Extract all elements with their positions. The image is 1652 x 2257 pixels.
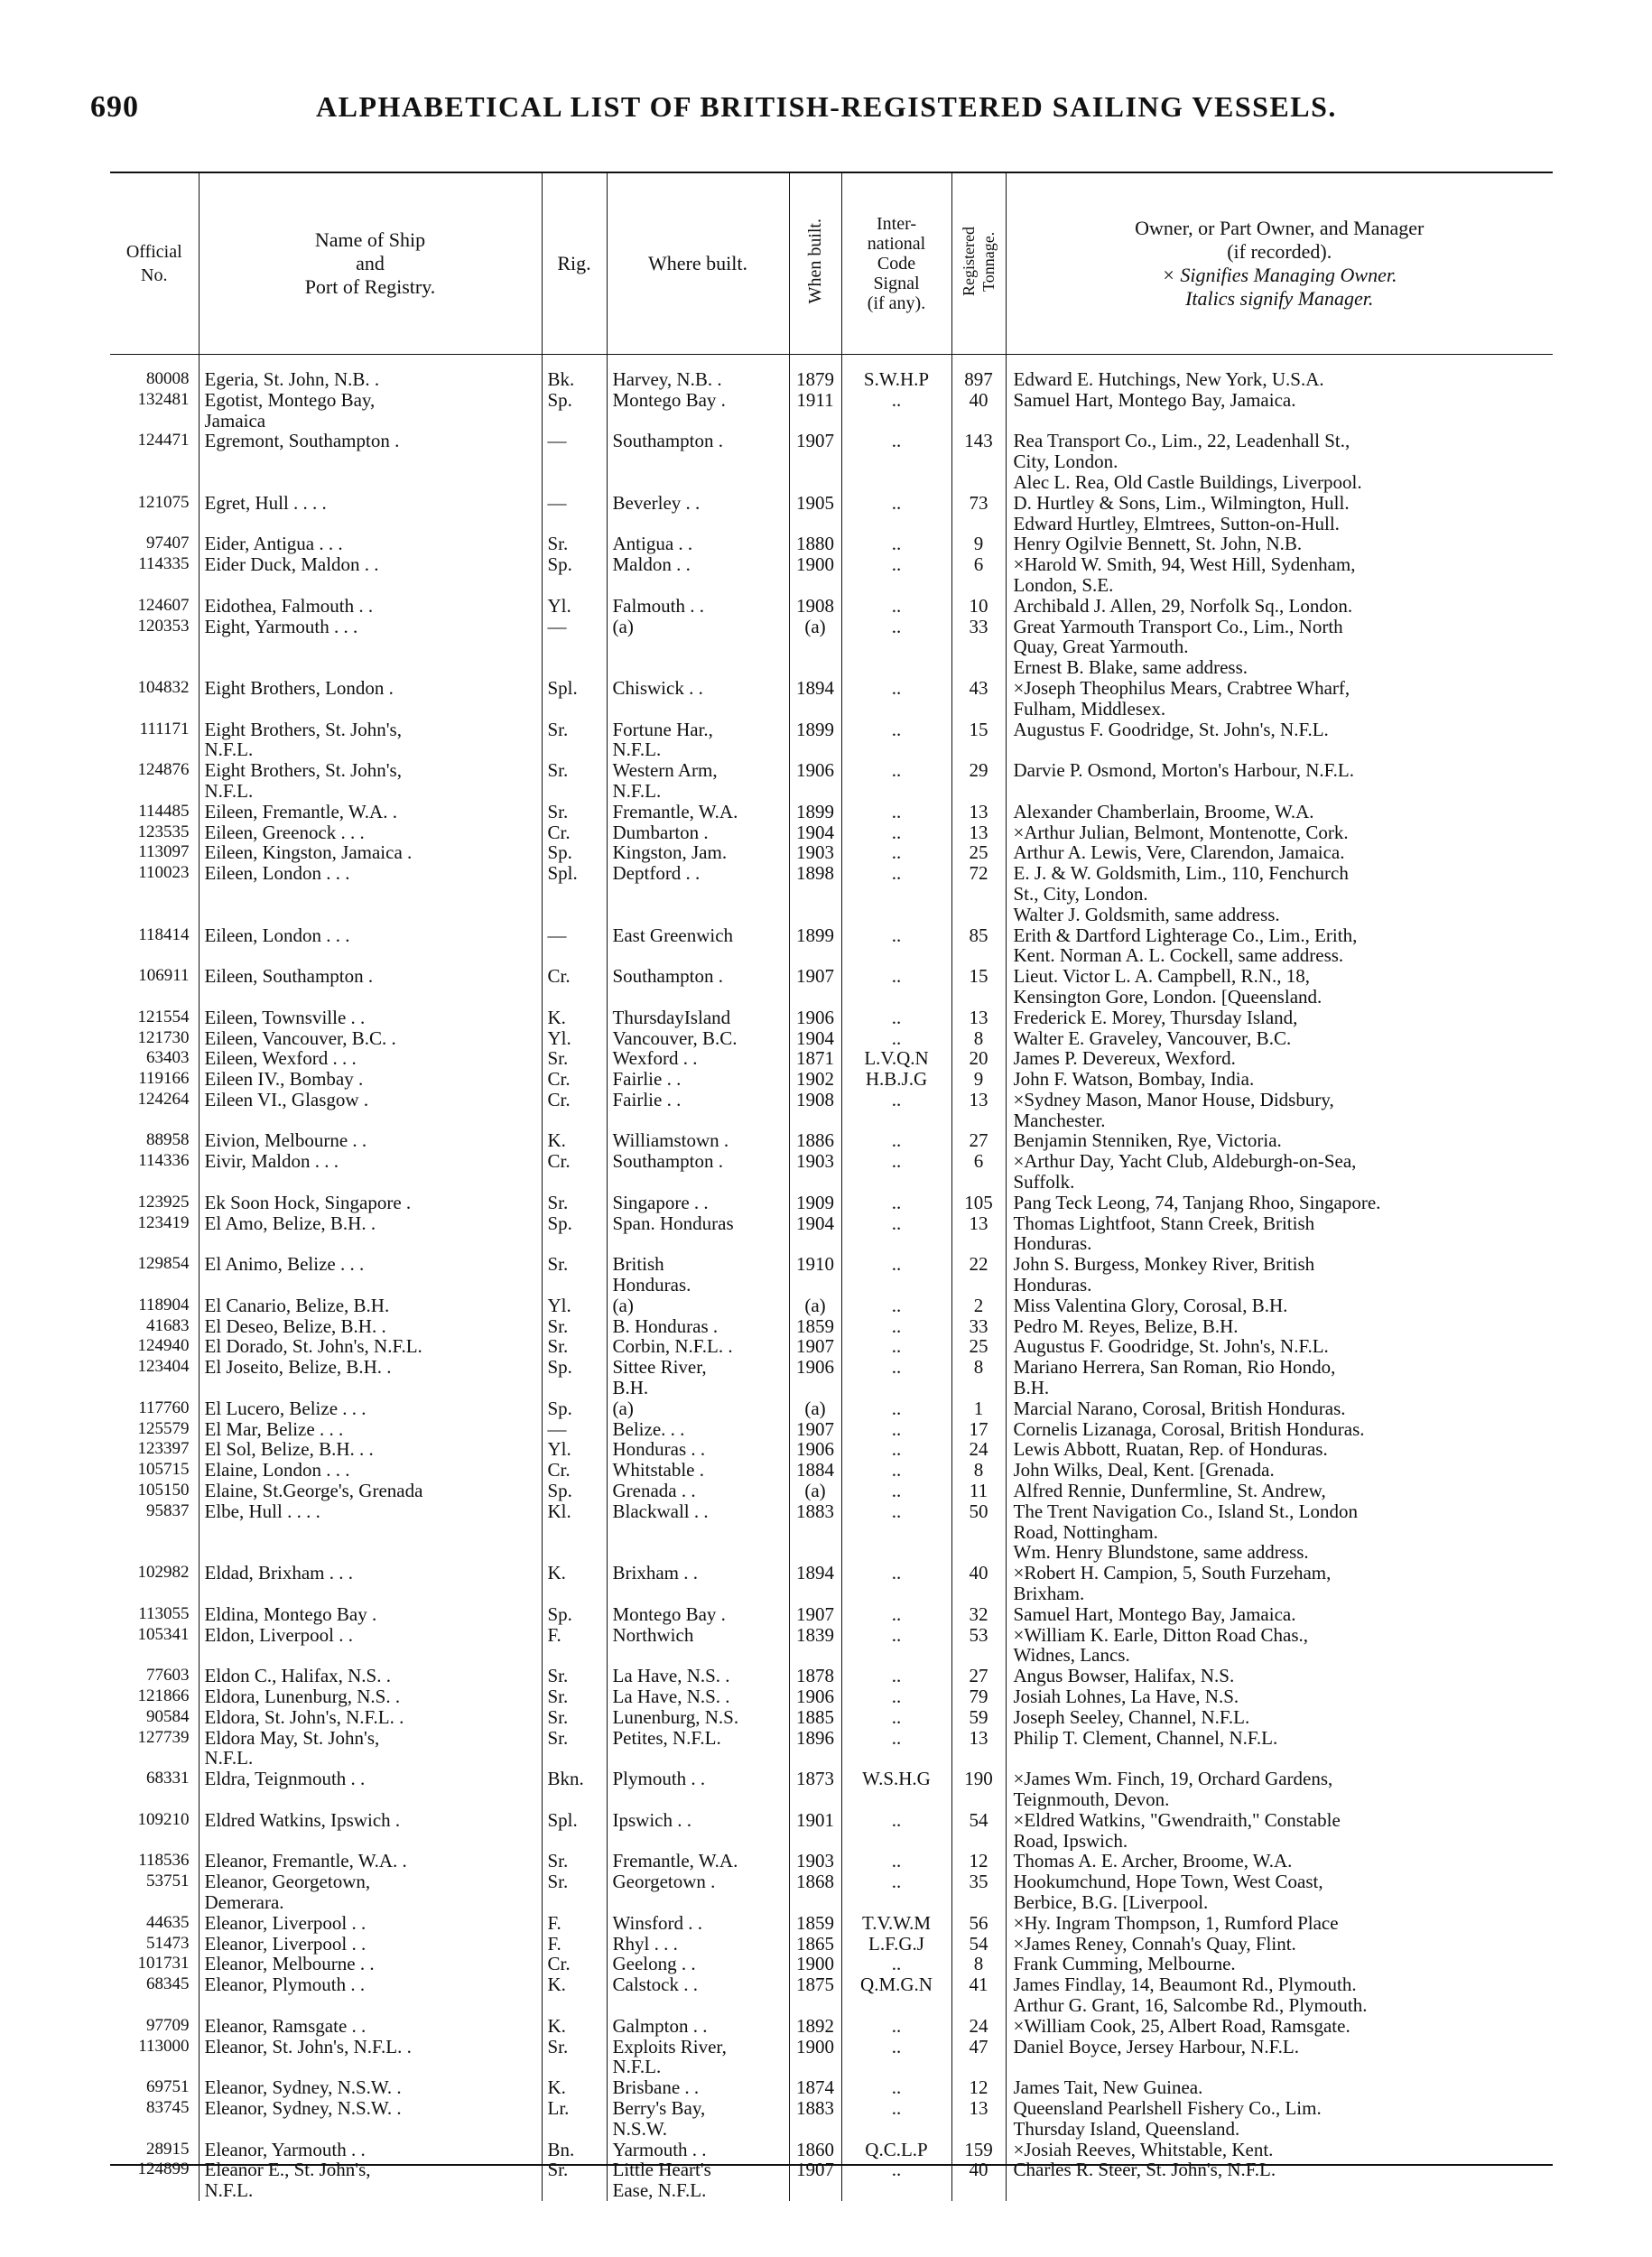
rig-cell: F. F. Cr. K. — [542, 1913, 607, 2016]
when-built-cell: 1907 — [789, 966, 841, 1008]
rig-cell: Sp. F. — [542, 1604, 607, 1666]
where-built-cell: Fremantle, W.A. Dumbarton . Kingston, Jam. Deptford . . — [607, 802, 789, 925]
col-header-owner — [1006, 173, 1553, 355]
table-row — [110, 966, 1553, 1008]
official-no-cell: 111171 — [139, 719, 190, 738]
signal-cell: .. — [841, 431, 951, 492]
owner-cell: Henry Ogilvie Bennett, St. John, N.B. ×Harold W. Smith, 94, West Hill, Sydenham, London, S.E. — [1006, 534, 1553, 595]
signal-cell: .. .. .. .. — [841, 1666, 951, 1769]
when-built-cell: 1894 — [789, 678, 841, 720]
official-no-cell: 117760 125579 123397 105715 105150 95837 — [137, 1398, 190, 1520]
ship-name-cell: Eleanor, Sydney, N.S.W. . Eleanor, Sydney, N.S.W. . — [199, 2077, 542, 2139]
owner-cell: ×William Cook, 25, Albert Road, Ramsgate. Daniel Boyce, Jersey Harbour, N.F.L. — [1006, 2016, 1553, 2077]
official-no-cell: 77603 121866 90584 127739 — [137, 1666, 190, 1747]
tonnage-cell: 10 33 — [951, 596, 1006, 678]
col-header-tonnage — [951, 173, 1006, 355]
official-no-cell: 121075 — [137, 492, 190, 512]
official-no-cell: 44635 51473 101731 68345 — [137, 1912, 190, 1994]
signal-cell: Q.C.L.P .. — [841, 2140, 951, 2201]
tonnage-cell: 73 — [951, 493, 1006, 534]
signal-cell: .. — [841, 925, 951, 967]
where-built-cell: Ipswich . . — [607, 1810, 789, 1852]
tonnage-cell: 27 79 59 13 — [951, 1666, 1006, 1769]
owner-cell: Alexander Chamberlain, Broome, W.A. ×Arthur Julian, Belmont, Montenotte, Cork. Arthur A. Lewis, Vere, Clarendon, Jamaica. E. J. & W. Goldsmith, Lim., 110, Fenchurch St., City, London. Walter J. Goldsmith, same address. — [1006, 802, 1553, 925]
signal-cell: .. .. — [841, 534, 951, 595]
register-table — [110, 173, 1553, 2201]
rig-cell: Sr. Cr. Sp. Spl. — [542, 802, 607, 925]
tonnage-cell: 32 53 — [951, 1604, 1006, 1666]
rig-cell: Sr. — [542, 760, 607, 802]
tonnage-cell: 2 33 25 8 — [951, 1296, 1006, 1398]
when-built-cell: 1899 — [789, 720, 841, 761]
rig-cell: Bkn. — [542, 1769, 607, 1810]
signal-cell: .. .. — [841, 2016, 951, 2077]
col-header-official-no: Official No. — [110, 173, 199, 355]
signal-cell: .. .. — [841, 596, 951, 678]
table-row — [110, 1008, 1553, 1131]
owner-cell: Lieut. Victor L. A. Campbell, R.N., 18, Kensington Gore, London. [Queensland. — [1006, 966, 1553, 1008]
table-row — [110, 1913, 1553, 2016]
when-built-cell: 1873 — [789, 1769, 841, 1810]
tonnage-cell: 15 — [951, 720, 1006, 761]
table-row — [110, 355, 1553, 432]
signal-cell: .. .. — [841, 1130, 951, 1192]
where-built-cell: Southampton . — [607, 431, 789, 492]
official-no-cell: 113055 105341 — [137, 1603, 190, 1644]
tonnage-cell: 54 — [951, 1810, 1006, 1852]
tonnage-cell: 12 13 — [951, 2077, 1006, 2139]
ship-name-cell: Eileen, Southampton . — [199, 966, 542, 1008]
table-row — [110, 2077, 1553, 2139]
official-no-cell: 80008 132481 — [137, 369, 190, 409]
where-built-cell: (a) Belize. . . Honduras . . Whitstable . Grenada . . Blackwall . . — [607, 1398, 789, 1563]
owner-cell: Erith & Dartford Lighterage Co., Lim., Erith, Kent. Norman A. L. Cockell, same address. — [1006, 925, 1553, 967]
owner-cell: ×Eldred Watkins, "Gwendraith," Constable Road, Ipswich. — [1006, 1810, 1553, 1852]
rig-cell: Sr. — [542, 1254, 607, 1296]
where-built-cell: Fremantle, W.A. Georgetown . — [607, 1851, 789, 1912]
owner-header-line2: × Signifies Managing Owner. — [1161, 264, 1397, 286]
official-no-cell: 118414 — [138, 924, 190, 944]
official-no-cell: 118904 41683 124940 123404 — [137, 1295, 190, 1377]
rig-cell: K. Yl. Sr. Cr. Cr. — [542, 1008, 607, 1131]
tonnage-cell: 897 40 — [951, 355, 1006, 432]
tonnage-cell: 159 40 — [951, 2140, 1006, 2201]
table-row — [110, 431, 1553, 492]
owner-cell: John S. Burgess, Monkey River, British Honduras. — [1006, 1254, 1553, 1296]
signal-cell: .. — [841, 493, 951, 534]
ship-name-cell: Eight Brothers, St. John's, N.F.L. — [199, 720, 542, 761]
signal-cell: .. .. — [841, 1604, 951, 1666]
col-header-rig: Rig. — [542, 173, 607, 355]
owner-cell: ×Josiah Reeves, Whitstable, Kent. Charles R. Steer, St. John's, N.F.L. — [1006, 2140, 1553, 2201]
rig-cell: Sr. — [542, 720, 607, 761]
where-built-cell: Southampton . — [607, 966, 789, 1008]
tonnage-cell: 15 — [951, 966, 1006, 1008]
where-built-cell: ThursdayIsland Vancouver, B.C. Wexford . . Fairlie . . Fairlie . . — [607, 1008, 789, 1131]
where-built-cell: Fortune Har., N.F.L. — [607, 720, 789, 761]
ship-name-cell: Eidothea, Falmouth . . Eight, Yarmouth . . . — [199, 596, 542, 678]
official-no-cell: 88958 114336 — [138, 1130, 190, 1171]
when-built-cell: 1908 (a) — [789, 596, 841, 678]
ship-name-cell: Egret, Hull . . . . — [199, 493, 542, 534]
when-built-cell: 1909 1904 — [789, 1193, 841, 1254]
owner-cell: ×Hy. Ingram Thompson, 1, Rumford Place ×James Reney, Connah's Quay, Flint. Frank Cumming, Melbourne. James Findlay, 14, Beaumont Rd., Plymouth. Arthur G. Grant, 16, Salcombe Rd., Plymouth. — [1006, 1913, 1553, 2016]
col-header-name: Name of Ship and Port of Registry. — [199, 173, 542, 355]
signal-cell: S.W.H.P .. — [841, 355, 951, 432]
where-built-cell: East Greenwich — [607, 925, 789, 967]
tonnage-cell: 143 — [951, 431, 1006, 492]
where-built-cell: British Honduras. — [607, 1254, 789, 1296]
where-built-cell: Chiswick . . — [607, 678, 789, 720]
ship-name-cell: Eileen, Townsville . . Eileen, Vancouver, B.C. . Eileen, Wexford . . . Eileen IV., Bombay . Eileen VI., Glasgow . — [199, 1008, 542, 1131]
ship-name-cell: El Canario, Belize, B.H. El Deseo, Belize, B.H. . El Dorado, St. John's, N.F.L. El Joseito, Belize, B.H. . — [199, 1296, 542, 1398]
official-no-cell: 114485 123535 113097 110023 — [137, 801, 190, 883]
tonnage-cell: 13 8 20 9 13 — [951, 1008, 1006, 1131]
table-row — [110, 1296, 1553, 1398]
official-no-cell: 68331 — [146, 1769, 190, 1788]
rig-cell: Sr. Sr. Sr. Sr. — [542, 1666, 607, 1769]
rig-cell: Sr. Sp. — [542, 1193, 607, 1254]
table-row — [110, 1193, 1553, 1254]
rig-cell: Sp. — Yl. Cr. Sp. Kl. — [542, 1398, 607, 1563]
signal-cell: T.V.W.M L.F.G.J .. Q.M.G.N — [841, 1913, 951, 2016]
rig-cell: Bn. Sr. — [542, 2140, 607, 2201]
table-row — [110, 2016, 1553, 2077]
table-row — [110, 1563, 1553, 1604]
where-built-cell: Falmouth . . (a) — [607, 596, 789, 678]
table-row — [110, 1666, 1553, 1769]
owner-cell: Frederick E. Morey, Thursday Island, Walter E. Graveley, Vancouver, B.C. James P. Devereux, Wexford. John F. Watson, Bombay, India. ×Sydney Mason, Manor House, Didsbury, Manchester. — [1006, 1008, 1553, 1131]
rig-cell: Yl. — — [542, 596, 607, 678]
where-built-cell: Harvey, N.B. . Montego Bay . — [607, 355, 789, 432]
official-no-cell: 124876 — [137, 760, 190, 780]
owner-cell: Miss Valentina Glory, Corosal, B.H. Pedro M. Reyes, Belize, B.H. Augustus F. Goodridge, St. John's, N.F.L. Mariano Herrera, San Roman, Rio Hondo, B.H. — [1006, 1296, 1553, 1398]
when-built-cell: (a) 1907 1906 1884 (a) 1883 — [789, 1398, 841, 1563]
ship-name-cell: Eleanor, Liverpool . . Eleanor, Liverpool . . Eleanor, Melbourne . . Eleanor, Plymouth . . — [199, 1913, 542, 2016]
when-built-cell: 1879 1911 — [789, 355, 841, 432]
ship-name-cell: Eivion, Melbourne . . Eivir, Maldon . . . — [199, 1130, 542, 1192]
table-header-row — [110, 173, 1553, 355]
table-row — [110, 925, 1553, 967]
ship-name-cell: Eldra, Teignmouth . . — [199, 1769, 542, 1810]
official-no-cell: 104832 — [137, 677, 190, 697]
when-built-cell: 1878 1906 1885 1896 — [789, 1666, 841, 1769]
ship-name-cell: Egremont, Southampton . — [199, 431, 542, 492]
when-built-cell: (a) 1859 1907 1906 — [789, 1296, 841, 1398]
signal-cell: .. — [841, 1810, 951, 1852]
owner-header-line1: Owner, or Part Owner, and Manager (if recorded). — [1135, 217, 1425, 263]
owner-cell: Darvie P. Osmond, Morton's Harbour, N.F.L. — [1006, 760, 1553, 802]
official-no-cell: 102982 — [137, 1563, 190, 1583]
when-built-cell: 1907 — [789, 431, 841, 492]
tonnage-label: Registered Tonnage. — [960, 226, 998, 296]
where-built-cell: Brisbane . . Berry's Bay, N.S.W. — [607, 2077, 789, 2139]
when-built-cell: 1910 — [789, 1254, 841, 1296]
where-built-cell: Plymouth . . — [607, 1769, 789, 1810]
where-built-cell: Montego Bay . Northwich — [607, 1604, 789, 1666]
official-no-cell: 69751 83745 — [146, 2077, 190, 2117]
when-built-cell: 1907 1839 — [789, 1604, 841, 1666]
signal-cell: .. — [841, 1563, 951, 1604]
where-built-cell: (a) B. Honduras . Corbin, N.F.L. . Sittee River, B.H. — [607, 1296, 789, 1398]
signal-cell: .. .. .. .. — [841, 1296, 951, 1398]
ship-name-cell: El Lucero, Belize . . . El Mar, Belize . . . El Sol, Belize, B.H. . . Elaine, London . . . Elaine, St.George's, Grenada Elbe, Hull . . . . — [199, 1398, 542, 1563]
rig-cell: Spl. — [542, 1810, 607, 1852]
table-row — [110, 678, 1553, 720]
page-title: ALPHABETICAL LIST OF BRITISH-REGISTERED SAILING VESSELS. — [316, 90, 1337, 123]
tonnage-cell: 29 — [951, 760, 1006, 802]
tonnage-cell: 9 6 — [951, 534, 1006, 595]
ship-name-cell: Ek Soon Hock, Singapore . El Amo, Belize, B.H. . — [199, 1193, 542, 1254]
owner-cell: Archibald J. Allen, 29, Norfolk Sq., London. Great Yarmouth Transport Co., Lim., North Quay, Great Yarmouth. Ernest B. Blake, same address. — [1006, 596, 1553, 678]
tonnage-cell: 40 — [951, 1563, 1006, 1604]
table-row — [110, 1130, 1553, 1192]
where-built-cell: Galmpton . . Exploits River, N.F.L. — [607, 2016, 789, 2077]
col-header-where-built: Where built. — [607, 173, 789, 355]
when-built-cell: 1892 1900 — [789, 2016, 841, 2077]
official-no-cell: 106911 — [138, 966, 190, 986]
owner-cell: Marcial Narano, Corosal, British Honduras. Cornelis Lizanaga, Corosal, British Honduras. Lewis Abbott, Ruatan, Rep. of Honduras. John Wilks, Deal, Kent. [Grenada. Alfred Rennie, Dunfermline, St. Andrew, The Trent Navigation Co., Island St., London Road, Nottingham. Wm. Henry Blundstone, same address. — [1006, 1398, 1553, 1563]
table-row — [110, 1254, 1553, 1296]
tonnage-cell: 12 35 — [951, 1851, 1006, 1912]
owner-cell: Augustus F. Goodridge, St. John's, N.F.L. — [1006, 720, 1553, 761]
where-built-cell: Beverley . . — [607, 493, 789, 534]
when-built-cell: 1903 1868 — [789, 1851, 841, 1912]
rig-cell: — — [542, 925, 607, 967]
rig-cell: Bk. Sp. — [542, 355, 607, 432]
when-built-cell: 1899 1904 1903 1898 — [789, 802, 841, 925]
tonnage-cell: 56 54 8 41 — [951, 1913, 1006, 2016]
table-row — [110, 1604, 1553, 1666]
where-built-cell: Yarmouth . . Little Heart's Ease, N.F.L. — [607, 2140, 789, 2201]
ship-name-cell: Eldina, Montego Bay . Eldon, Liverpool . . — [199, 1604, 542, 1666]
table-row — [110, 802, 1553, 925]
table-row — [110, 1398, 1553, 1563]
tonnage-cell: 85 — [951, 925, 1006, 967]
ship-name-cell: El Animo, Belize . . . — [199, 1254, 542, 1296]
when-built-label: When built. — [805, 218, 825, 304]
when-built-cell: 1906 — [789, 760, 841, 802]
signal-cell: .. .. — [841, 1193, 951, 1254]
when-built-cell: 1894 — [789, 1563, 841, 1604]
vessel-register-table — [110, 172, 1553, 2201]
official-no-cell: 123925 123419 — [137, 1192, 190, 1232]
where-built-cell: Williamstown . Southampton . — [607, 1130, 789, 1192]
owner-cell: ×Joseph Theophilus Mears, Crabtree Wharf, Fulham, Middlesex. — [1006, 678, 1553, 720]
table-row — [110, 1810, 1553, 1852]
owner-cell: Edward E. Hutchings, New York, U.S.A. Samuel Hart, Montego Bay, Jamaica. — [1006, 355, 1553, 432]
ship-name-cell: Eileen, London . . . — [199, 925, 542, 967]
ship-name-cell: Eleanor, Fremantle, W.A. . Eleanor, Georgetown, Demerara. — [199, 1851, 542, 1912]
table-row — [110, 1769, 1553, 1810]
official-no-cell: 124607 120353 — [137, 595, 190, 636]
owner-cell: Benjamin Stenniken, Rye, Victoria. ×Arthur Day, Yacht Club, Aldeburgh-on-Sea, Suffolk. — [1006, 1130, 1553, 1192]
tonnage-cell: 24 47 — [951, 2016, 1006, 2077]
where-built-cell: Antigua . . Maldon . . — [607, 534, 789, 595]
table-body — [110, 355, 1553, 2201]
tonnage-cell: 105 13 — [951, 1193, 1006, 1254]
table-row — [110, 2140, 1553, 2201]
page-number: 690 — [90, 90, 139, 124]
signal-cell: .. .. — [841, 1851, 951, 1912]
rig-cell: Spl. — [542, 678, 607, 720]
when-built-cell: 1886 1903 — [789, 1130, 841, 1192]
rig-cell: K. — [542, 1563, 607, 1604]
ship-name-cell: Eight Brothers, St. John's, N.F.L. — [199, 760, 542, 802]
when-built-cell: 1899 — [789, 925, 841, 967]
rig-cell: Sr. Sp. — [542, 534, 607, 595]
table-row — [110, 1851, 1553, 1912]
owner-cell: D. Hurtley & Sons, Lim., Wilmington, Hull. Edward Hurtley, Elmtrees, Sutton-on-Hull. — [1006, 493, 1553, 534]
ship-name-cell: Eider, Antigua . . . Eider Duck, Maldon . . — [199, 534, 542, 595]
rig-cell: — — [542, 431, 607, 492]
when-built-cell: 1905 — [789, 493, 841, 534]
when-built-cell: 1906 1904 1871 1902 1908 — [789, 1008, 841, 1131]
owner-cell: Thomas A. E. Archer, Broome, W.A. Hookumchund, Hope Town, West Coast, Berbice, B.G. [Liverpool. — [1006, 1851, 1553, 1912]
tonnage-cell: 1 17 24 8 11 50 — [951, 1398, 1006, 1563]
signal-cell: .. .. .. .. — [841, 802, 951, 925]
tonnage-cell: 190 — [951, 1769, 1006, 1810]
ship-name-cell: Eldred Watkins, Ipswich . — [199, 1810, 542, 1852]
table-row — [110, 534, 1553, 595]
tonnage-cell: 13 13 25 72 — [951, 802, 1006, 925]
official-no-cell: 118536 53751 — [138, 1851, 190, 1891]
owner-cell: Samuel Hart, Montego Bay, Jamaica. ×William K. Earle, Ditton Road Chas., Widnes, Lancs. — [1006, 1604, 1553, 1666]
owner-cell: Pang Teck Leong, 74, Tanjang Rhoo, Singapore. Thomas Lightfoot, Stann Creek, British Honduras. — [1006, 1193, 1553, 1254]
official-no-cell: 121554 121730 63403 119166 124264 — [137, 1007, 190, 1109]
tonnage-cell: 27 6 — [951, 1130, 1006, 1192]
where-built-cell: Brixham . . — [607, 1563, 789, 1604]
signal-cell: .. — [841, 678, 951, 720]
tonnage-cell: 43 — [951, 678, 1006, 720]
signal-cell: .. — [841, 760, 951, 802]
rig-cell: K. Lr. — [542, 2077, 607, 2139]
signal-cell: .. .. — [841, 2077, 951, 2139]
ship-name-cell: Eileen, Fremantle, W.A. . Eileen, Greenock . . . Eileen, Kingston, Jamaica . Eileen, London . . . — [199, 802, 542, 925]
signal-cell: .. — [841, 720, 951, 761]
official-no-cell: 124471 — [137, 431, 190, 450]
signal-cell: .. — [841, 966, 951, 1008]
signal-cell: .. — [841, 1254, 951, 1296]
when-built-cell: 1874 1883 — [789, 2077, 841, 2139]
signal-cell: W.S.H.G — [841, 1769, 951, 1810]
signal-cell: .. .. L.V.Q.N H.B.J.G .. — [841, 1008, 951, 1131]
rig-cell: K. Sr. — [542, 2016, 607, 2077]
owner-cell: James Tait, New Guinea. Queensland Pearlshell Fishery Co., Lim. Thursday Island, Queensland. — [1006, 2077, 1553, 2139]
ship-name-cell: Eleanor, Yarmouth . . Eleanor E., St. John's, N.F.L. — [199, 2140, 542, 2201]
col-header-when-built — [789, 173, 841, 355]
owner-cell: Rea Transport Co., Lim., 22, Leadenhall St., City, London. Alec L. Rea, Old Castle Buildings, Liverpool. — [1006, 431, 1553, 492]
where-built-cell: La Have, N.S. . La Have, N.S. . Lunenburg, N.S. Petites, N.F.L. — [607, 1666, 789, 1769]
when-built-cell: 1859 1865 1900 1875 — [789, 1913, 841, 2016]
rig-cell: Sr. Sr. — [542, 1851, 607, 1912]
rig-cell: Yl. Sr. Sr. Sp. — [542, 1296, 607, 1398]
when-built-cell: 1880 1900 — [789, 534, 841, 595]
owner-cell: ×James Wm. Finch, 19, Orchard Gardens, Teignmouth, Devon. — [1006, 1769, 1553, 1810]
signal-cell: .. .. .. .. .. .. — [841, 1398, 951, 1563]
where-built-cell: Winsford . . Rhyl . . . Geelong . . Calstock . . — [607, 1913, 789, 2016]
official-no-cell: 28915 124899 — [137, 2139, 190, 2179]
owner-cell: ×Robert H. Campion, 5, South Furzeham, Brixham. — [1006, 1563, 1553, 1604]
official-no-cell: 97709 113000 — [138, 2015, 190, 2056]
where-built-cell: Singapore . . Span. Honduras — [607, 1193, 789, 1254]
rig-cell: — — [542, 493, 607, 534]
ship-name-cell: Eight Brothers, London . — [199, 678, 542, 720]
ship-name-cell: Eleanor, Ramsgate . . Eleanor, St. John's, N.F.L. . — [199, 2016, 542, 2077]
owner-header-line3: Italics signify Manager. — [1185, 287, 1374, 310]
where-built-cell: Western Arm, N.F.L. — [607, 760, 789, 802]
ship-name-cell: Egeria, St. John, N.B. . Egotist, Montego Bay, Jamaica — [199, 355, 542, 432]
table-row — [110, 760, 1553, 802]
tonnage-cell: 22 — [951, 1254, 1006, 1296]
when-built-cell: 1901 — [789, 1810, 841, 1852]
table-row — [110, 493, 1553, 534]
when-built-cell: 1860 1907 — [789, 2140, 841, 2201]
rig-cell: K. Cr. — [542, 1130, 607, 1192]
ship-name-cell: Eldad, Brixham . . . — [199, 1563, 542, 1604]
ship-name-cell: Eldon C., Halifax, N.S. . Eldora, Lunenburg, N.S. . Eldora, St. John's, N.F.L. . Eldora May, St. John's, N.F.L. — [199, 1666, 542, 1769]
table-row — [110, 596, 1553, 678]
owner-cell: Angus Bowser, Halifax, N.S. Josiah Lohnes, La Have, N.S. Joseph Seeley, Channel, N.F.L. Philip T. Clement, Channel, N.F.L. — [1006, 1666, 1553, 1769]
official-no-cell: 109210 — [137, 1809, 190, 1829]
table-row — [110, 720, 1553, 761]
official-no-cell: 97407 114335 — [138, 534, 190, 574]
official-no-cell: 129854 — [137, 1254, 190, 1274]
col-header-signal: Inter- national Code Signal (if any). — [841, 173, 951, 355]
rig-cell: Cr. — [542, 966, 607, 1008]
page-header — [90, 90, 1571, 126]
